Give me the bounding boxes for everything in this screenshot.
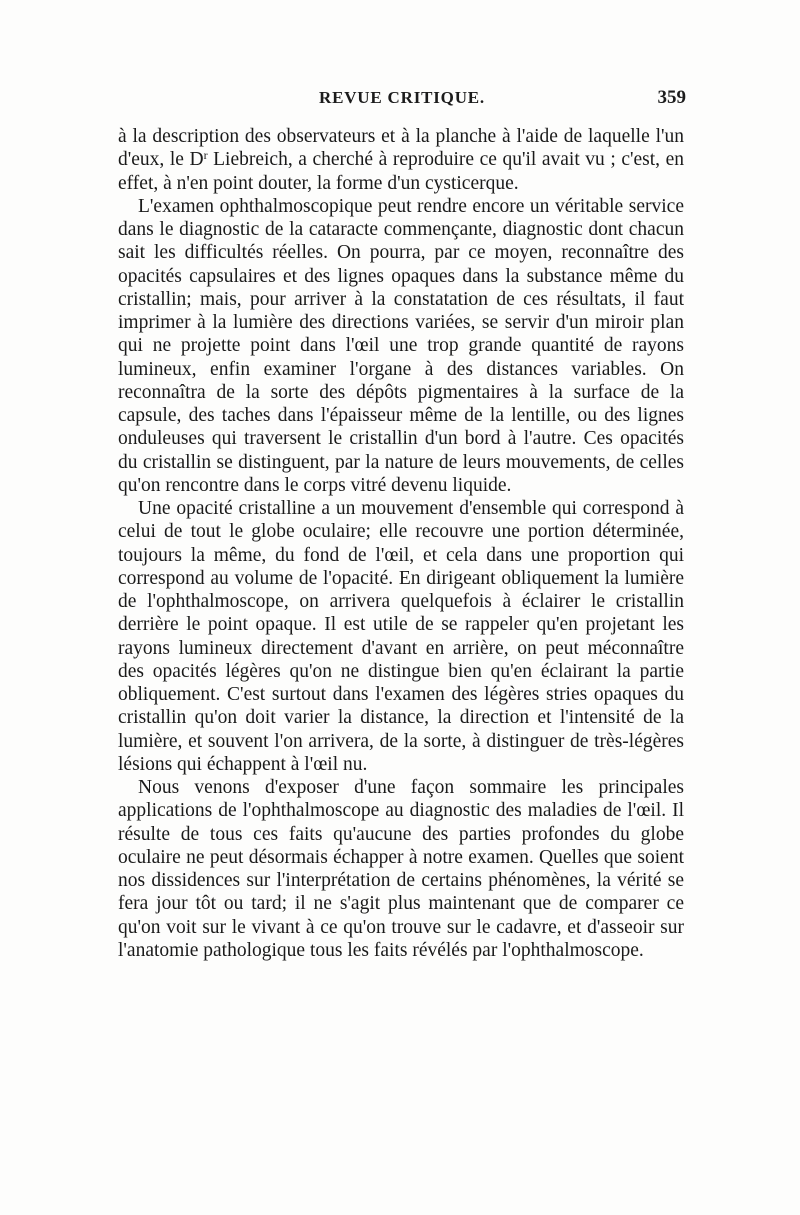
doctor-abbrev-superscript: r xyxy=(203,148,208,163)
body-text xyxy=(118,125,684,962)
page-number: 359 xyxy=(657,87,686,108)
paragraph-4: Nous venons d'exposer d'une façon sommaire les principales applications de l'ophthalmoscope au diagnostic des maladies de l'œil. Il résulte de tous ces faits qu'aucune des parties profondes du globe oculaire ne peut désormais échapper à notre examen. Quelles que soient nos dissidences sur l'interprétation de certains phénomènes, la vérité se fera jour tôt ou tard; il ne s'agit plus maintenant que de comparer ce qu'on voit sur le vivant à ce qu'on trouve sur le cadavre, et d'asseoir sur l'anatomie pathologique tous les faits révélés par l'ophthalmoscope. xyxy=(118,777,684,961)
running-title: REVUE CRITIQUE. xyxy=(319,88,485,107)
running-head xyxy=(118,88,686,116)
paragraph-3: Une opacité cristalline a un mouvement d'ensemble qui correspond à celui de tout le globe oculaire; elle recouvre une portion déterminée, toujours la même, du fond de l'œil, et cela dans une proportion qui correspond au volume de l'opacité. En dirigeant obliquement la lumière de l'ophthalmoscope, on arrivera quelquefois à éclairer le cristallin derrière le point opaque. Il est utile de se rappeler qu'en projetant les rayons lumineux directement d'avant en arrière, on peut méconnaître des opacités légères qu'on ne distingue bien qu'en éclairant la partie obliquement. C'est surtout dans l'examen des légères stries opaques du cristallin qu'on doit varier la distance, la direction et l'intensité de la lumière, et souvent l'on arrivera, de la sorte, à distinguer de très-légères lésions qui échappent à l'œil nu. xyxy=(118,498,684,775)
paragraph-1-text-continued: Liebreich, a cherché à reproduire ce qu'il avait vu ; c'est, en effet, à n'en point douter, la forme d'un cysticerque. xyxy=(118,149,685,194)
paragraph-1 xyxy=(118,125,684,195)
paragraph-1-text: à la description des observateurs et à la planche à l'aide de laquelle l'un d'eux, le D xyxy=(118,126,684,171)
paragraph-2: L'examen ophthalmoscopique peut rendre encore un véritable service dans le diagnostic de la cataracte commençante, diagnostic dont chacun sait les difficultés réelles. On pourra, par ce moyen, reconnaître des opacités capsulaires et des lignes opaques dans la substance même du cristallin; mais, pour arriver à la constatation de ces résultats, il faut imprimer à la lumière des directions variées, se servir d'un miroir plan qui ne projette point dans l'œil une trop grande quantité de rayons lumineux, enfin examiner l'organe à des distances variables. On reconnaîtra de la sorte des dépôts pigmentaires à la surface de la capsule, des taches dans l'épaisseur même de la lentille, ou des lignes onduleuses qui traversent le cristallin d'un bord à l'autre. Ces opacités du cristallin se distinguent, par la nature de leurs mouvements, de celles qu'on rencontre dans le corps vitré devenu liquide. xyxy=(118,195,684,496)
